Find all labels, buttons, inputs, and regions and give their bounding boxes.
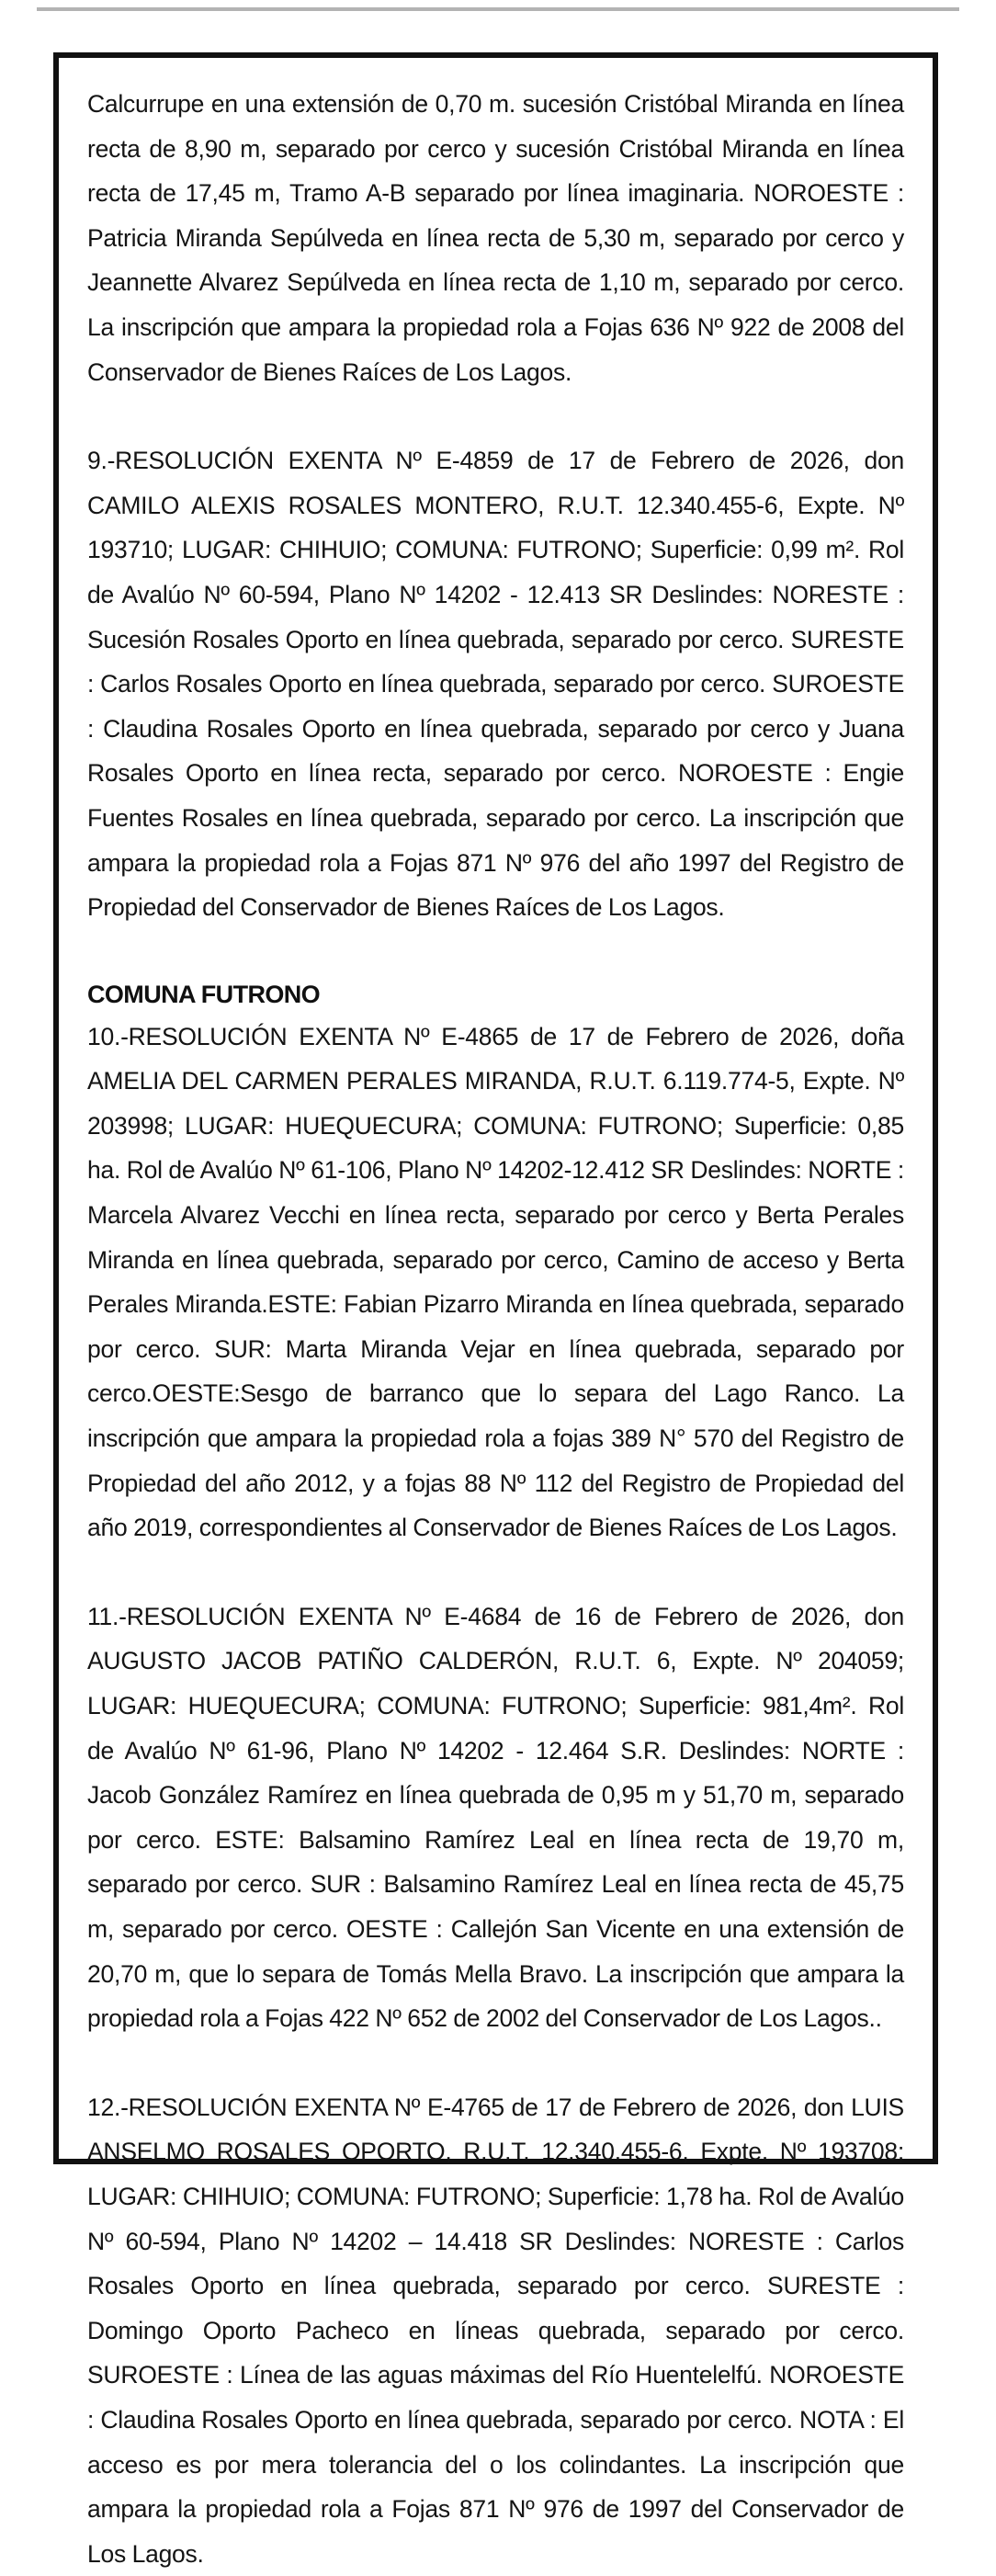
paragraph-spacer <box>87 2041 904 2085</box>
notice-paragraph-8-continuation: Calcurrupe en una extensión de 0,70 m. sucesión Cristóbal Miranda en línea recta de 8,90 m, separado por cerco y sucesión Cristóbal Miranda en línea recta de 17,45 m, Tramo A-B separado por línea imaginaria. NOROESTE : Patricia Miranda Sepúlveda en línea recta de 5,30 m, separado por cerco y Jeannette Alvarez Sepúlveda en línea recta de 1,10 m, separado por cerco. La inscripción que ampara la propiedad rola a Fojas 636 Nº 922 de 2008 del Conservador de Bienes Raíces de Los Lagos. <box>87 90 904 386</box>
paragraph-spacer <box>87 394 904 438</box>
paragraph-spacer <box>87 930 904 974</box>
notice-paragraph-12: 12.-RESOLUCIÓN EXENTA Nº E-4765 de 17 de Febrero de 2026, don LUIS ANSELMO ROSALES OPORTO, R.U.T. 12.340.455-6, Expte. Nº 193708; LUGAR: CHIHUIO; COMUNA: FUTRONO; Superficie: 1,78 ha. Rol de Avalúo Nº 60-594, Plano Nº 14202 – 14.418 SR Deslindes: NORESTE : Carlos Rosales Oporto en línea quebrada, separado por cerco. SURESTE : Domingo Oporto Pacheco en líneas quebrada, separado por cerco. SUROESTE : Línea de las aguas máximas del Río Huentelelfú. NOROESTE : Claudina Rosales Oporto en línea quebrada, separado por cerco. NOTA : El acceso es por mera tolerancia del o los colindantes. La inscripción que ampara la propiedad rola a Fojas 871 Nº 976 de 1997 del Conservador de Los Lagos. <box>87 2093 904 2568</box>
section-heading-comuna-futrono: COMUNA FUTRONO <box>87 980 321 1008</box>
legal-notice-box <box>53 52 938 2568</box>
top-divider-rule <box>37 7 959 11</box>
notice-paragraph-9: 9.-RESOLUCIÓN EXENTA Nº E-4859 de 17 de Febrero de 2026, don CAMILO ALEXIS ROSALES MONTERO, R.U.T. 12.340.455-6, Expte. Nº 193710; LUGAR: CHIHUIO; COMUNA: FUTRONO; Superficie: 0,99 m². Rol de Avalúo Nº 60-594, Plano Nº 14202 - 12.413 SR Deslindes: NORESTE : Sucesión Rosales Oporto en línea quebrada, separado por cerco. SURESTE : Carlos Rosales Oporto en línea quebrada, separado por cerco. SUROESTE : Claudina Rosales Oporto en línea quebrada, separado por cerco y Juana Rosales Oporto en línea recta, separado por cerco. NOROESTE : Engie Fuentes Rosales en línea quebrada, separado por cerco. La inscripción que ampara la propiedad rola a Fojas 871 Nº 976 del año 1997 del Registro de Propiedad del Conservador de Bienes Raíces de Los Lagos. <box>87 447 904 922</box>
notice-paragraph-10: 10.-RESOLUCIÓN EXENTA Nº E-4865 de 17 de Febrero de 2026, doña AMELIA DEL CARMEN PERALES MIRANDA, R.U.T. 6.119.774-5, Expte. Nº 203998; LUGAR: HUEQUECURA; COMUNA: FUTRONO; Superficie: 0,85 ha. Rol de Avalúo Nº 61-106, Plano Nº 14202-12.412 SR Deslindes: NORTE : Marcela Alvarez Vecchi en línea recta, separado por cerco y Berta Perales Miranda en línea quebrada, separado por cerco, Camino de acceso y Berta Perales Miranda.ESTE: Fabian Pizarro Miranda en línea quebrada, separado por cerco. SUR: Marta Miranda Vejar en línea quebrada, separado por cerco.OESTE:Sesgo de barranco que lo separa del Lago Ranco. La inscripción que ampara la propiedad rola a fojas 389 N° 570 del Registro de Propiedad del año 2012, y a fojas 88 Nº 112 del Registro de Propiedad del año 2019, correspondientes al Conservador de Bienes Raíces de Los Lagos. <box>87 1022 904 1542</box>
paragraph-spacer <box>87 1550 904 1594</box>
notice-paragraph-11: 11.-RESOLUCIÓN EXENTA Nº E-4684 de 16 de Febrero de 2026, don AUGUSTO JACOB PATIÑO CALDERÓN, R.U.T. 6, Expte. Nº 204059; LUGAR: HUEQUECURA; COMUNA: FUTRONO; Superficie: 981,4m². Rol de Avalúo Nº 61-96, Plano Nº 14202 - 12.464 S.R. Deslindes: NORTE : Jacob González Ramírez en línea quebrada de 0,95 m y 51,70 m, separado por cerco. ESTE: Balsamino Ramírez Leal en línea recta de 19,70 m, separado por cerco. SUR : Balsamino Ramírez Leal en línea recta de 45,75 m, separado por cerco. OESTE : Callejón San Vicente en una extensión de 20,70 m, que lo separa de Tomás Mella Bravo. La inscripción que ampara la propiedad rola a Fojas 422 Nº 652 de 2002 del Conservador de Los Lagos.. <box>87 1602 904 2033</box>
